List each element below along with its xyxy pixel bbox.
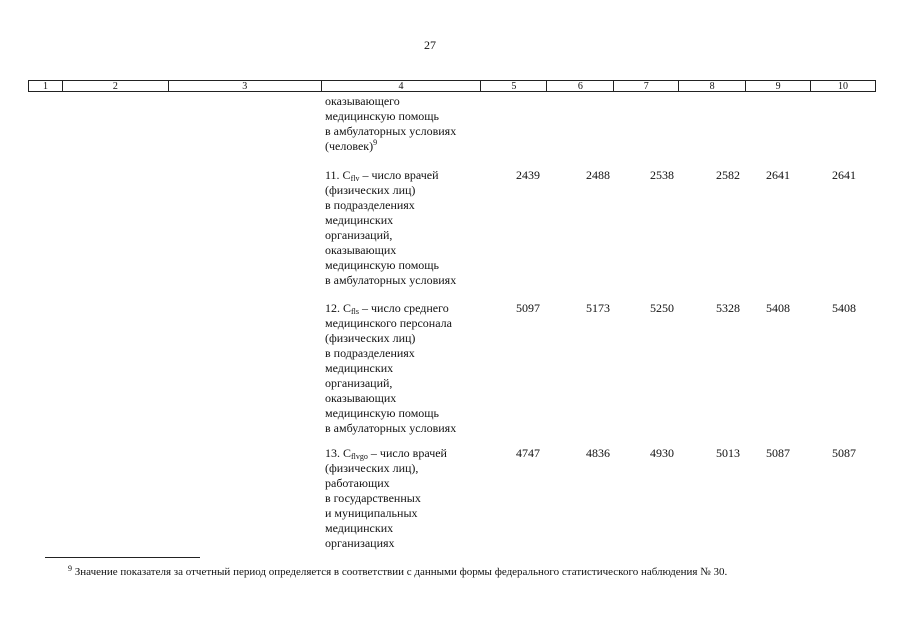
description-line: работающих [325,476,390,490]
indicator-prefix: 12. C [325,301,352,315]
value-cell-5: 2439 [516,168,540,182]
column-header-9: 9 [746,81,811,91]
indicator-title: – число врачей [359,168,439,182]
row-description [325,446,500,551]
description-line: оказывающих [325,391,397,405]
footnote-divider [45,557,200,558]
indicator-prefix: 13. C [325,446,352,460]
value-cell-10: 5408 [832,301,856,315]
column-header-8: 8 [679,81,746,91]
value-cell-8: 2582 [716,168,740,182]
indicator-title: – число врачей [367,446,447,460]
value-cell-7: 2538 [650,168,674,182]
indicator-subscript: flvgo [351,452,368,461]
description-line: в амбулаторных условиях [325,421,457,435]
column-header-6: 6 [547,81,614,91]
description-line: в подразделениях [325,198,415,212]
description-line: и муниципальных [325,506,418,520]
value-cell-10: 2641 [832,168,856,182]
footnote-reference: 9 [373,138,378,147]
indicator-subscript: fls [351,307,360,316]
description-line: организациях [325,536,395,550]
footnote [68,566,727,578]
description-line: в амбулаторных условиях [325,124,457,138]
footnote-text: Значение показателя за отчетный период определяется в соответствии с данными формы федерального статистического наблюдения № 30. [74,566,728,578]
value-cell-6: 2488 [586,168,610,182]
value-cell-5: 5097 [516,301,540,315]
column-header-2: 2 [63,81,169,91]
description-line: (физических лиц) [325,331,416,345]
value-cell-8: 5328 [716,301,740,315]
value-cell-5: 4747 [516,446,540,460]
column-header-7: 7 [614,81,679,91]
column-header-5: 5 [481,81,547,91]
description-line: в государственных [325,491,421,505]
table-header-row [28,80,876,92]
description-line: медицинских [325,361,394,375]
value-cell-8: 5013 [716,446,740,460]
value-cell-7: 5250 [650,301,674,315]
footnote-mark: 9 [68,564,72,573]
description-line: (физических лиц) [325,183,416,197]
description-line: в подразделениях [325,346,415,360]
description-line: медицинскую помощь [325,406,440,420]
description-line: медицинскую помощь [325,258,440,272]
description-line: оказывающего [325,94,400,108]
description-text: (человек) [325,139,374,153]
indicator-prefix: 11. C [325,168,351,182]
value-cell-6: 4836 [586,446,610,460]
column-header-1: 1 [29,81,63,91]
value-cell-9: 5087 [766,446,790,460]
description-line: (физических лиц), [325,461,419,475]
description-line: медицинского персонала [325,316,452,330]
description-line: организаций, [325,376,393,390]
value-cell-6: 5173 [586,301,610,315]
description-line: медицинских [325,521,394,535]
description-first-line [325,301,500,316]
value-cell-10: 5087 [832,446,856,460]
description-line: медицинскую помощь [325,109,440,123]
description-line: оказывающих [325,243,397,257]
page-number: 27 [424,38,436,52]
column-header-4: 4 [322,81,482,91]
description-line: медицинских [325,213,394,227]
description-line: в амбулаторных условиях [325,273,457,287]
description-line [325,139,500,154]
row-description [325,301,500,436]
value-cell-9: 2641 [766,168,790,182]
description-line: организаций, [325,228,393,242]
value-cell-7: 4930 [650,446,674,460]
value-cell-9: 5408 [766,301,790,315]
indicator-title: – число среднего [359,301,449,315]
description-first-line [325,446,500,461]
row-description [325,94,500,154]
indicator-subscript: flv [350,174,360,183]
description-first-line [325,168,500,183]
column-header-3: 3 [169,81,322,91]
row-description [325,168,500,288]
column-header-10: 10 [811,81,876,91]
